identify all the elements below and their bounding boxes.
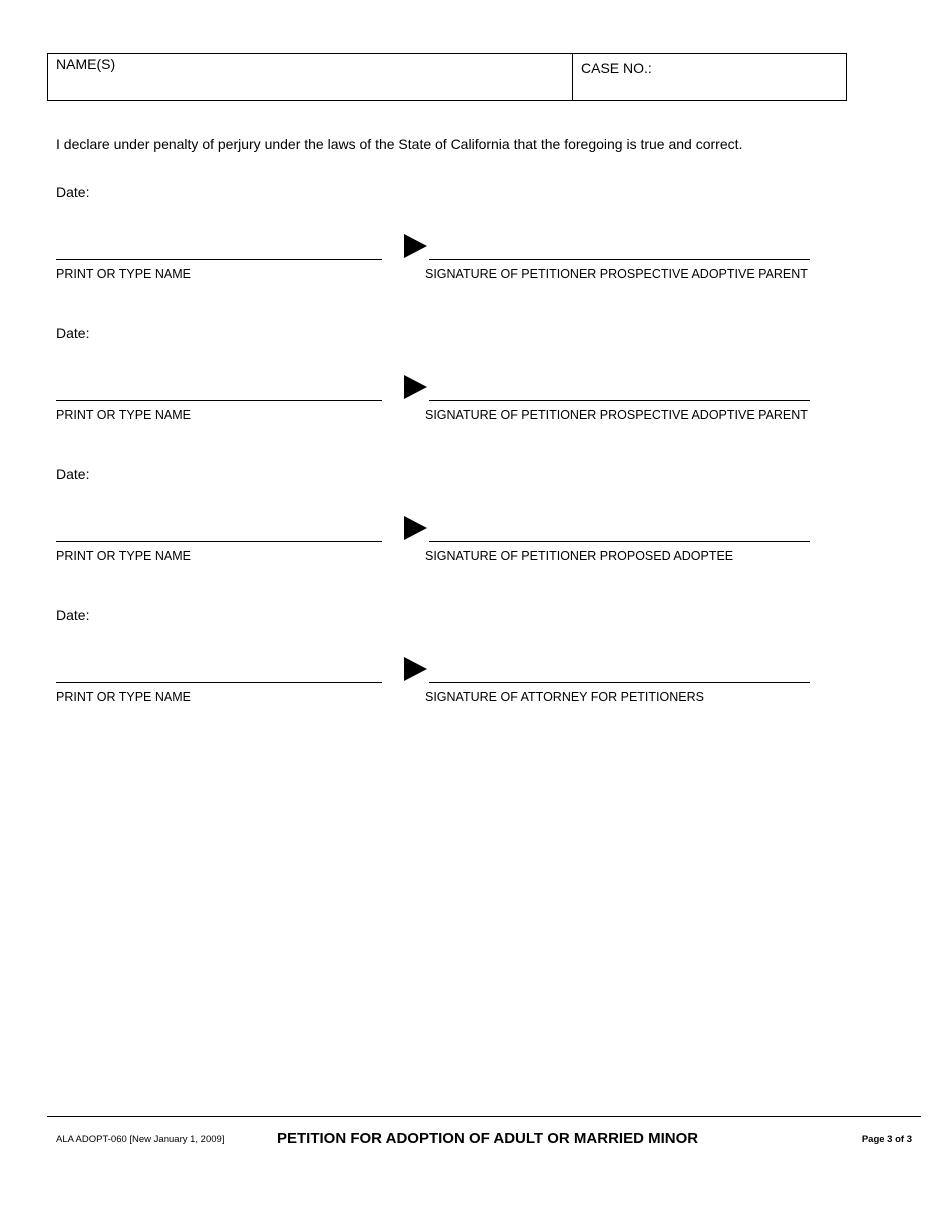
sign-here-arrow-icon <box>404 375 427 399</box>
case-number-label: CASE NO.: <box>581 60 652 76</box>
print-name-line[interactable] <box>56 259 382 260</box>
print-name-caption: PRINT OR TYPE NAME <box>56 549 191 563</box>
signature-line[interactable] <box>429 400 810 401</box>
signature-line[interactable] <box>429 682 810 683</box>
signature-caption: SIGNATURE OF ATTORNEY FOR PETITIONERS <box>425 690 704 704</box>
print-name-caption: PRINT OR TYPE NAME <box>56 267 191 281</box>
form-id: ALA ADOPT-060 [New January 1, 2009] <box>56 1134 225 1145</box>
signature-caption: SIGNATURE OF PETITIONER PROSPECTIVE ADOPTIVE PARENT <box>425 408 808 422</box>
print-name-caption: PRINT OR TYPE NAME <box>56 408 191 422</box>
print-name-caption: PRINT OR TYPE NAME <box>56 690 191 704</box>
date-label: Date: <box>56 325 90 341</box>
print-name-line[interactable] <box>56 541 382 542</box>
page-number: Page 3 of 3 <box>861 1134 912 1145</box>
sign-here-arrow-icon <box>404 657 427 681</box>
signature-line[interactable] <box>429 541 810 542</box>
footer-divider <box>47 1116 921 1117</box>
signature-block <box>0 466 950 586</box>
perjury-declaration: I declare under penalty of perjury under the laws of the State of California that the foregoing is true and correct. <box>56 136 743 152</box>
signature-block <box>0 184 950 304</box>
sign-here-arrow-icon <box>404 516 427 540</box>
names-field[interactable] <box>48 54 573 100</box>
names-label: NAME(S) <box>56 56 116 72</box>
print-name-line[interactable] <box>56 682 382 683</box>
signature-caption: SIGNATURE OF PETITIONER PROPOSED ADOPTEE <box>425 549 734 563</box>
form-title: PETITION FOR ADOPTION OF ADULT OR MARRIED MINOR <box>277 1130 699 1147</box>
date-label: Date: <box>56 466 90 482</box>
signature-block <box>0 325 950 445</box>
sign-here-arrow-icon <box>404 234 427 258</box>
case-header-box <box>47 53 847 101</box>
signature-caption: SIGNATURE OF PETITIONER PROSPECTIVE ADOPTIVE PARENT <box>425 267 808 281</box>
print-name-line[interactable] <box>56 400 382 401</box>
date-label: Date: <box>56 184 90 200</box>
signature-block <box>0 607 950 727</box>
date-label: Date: <box>56 607 90 623</box>
signature-line[interactable] <box>429 259 810 260</box>
